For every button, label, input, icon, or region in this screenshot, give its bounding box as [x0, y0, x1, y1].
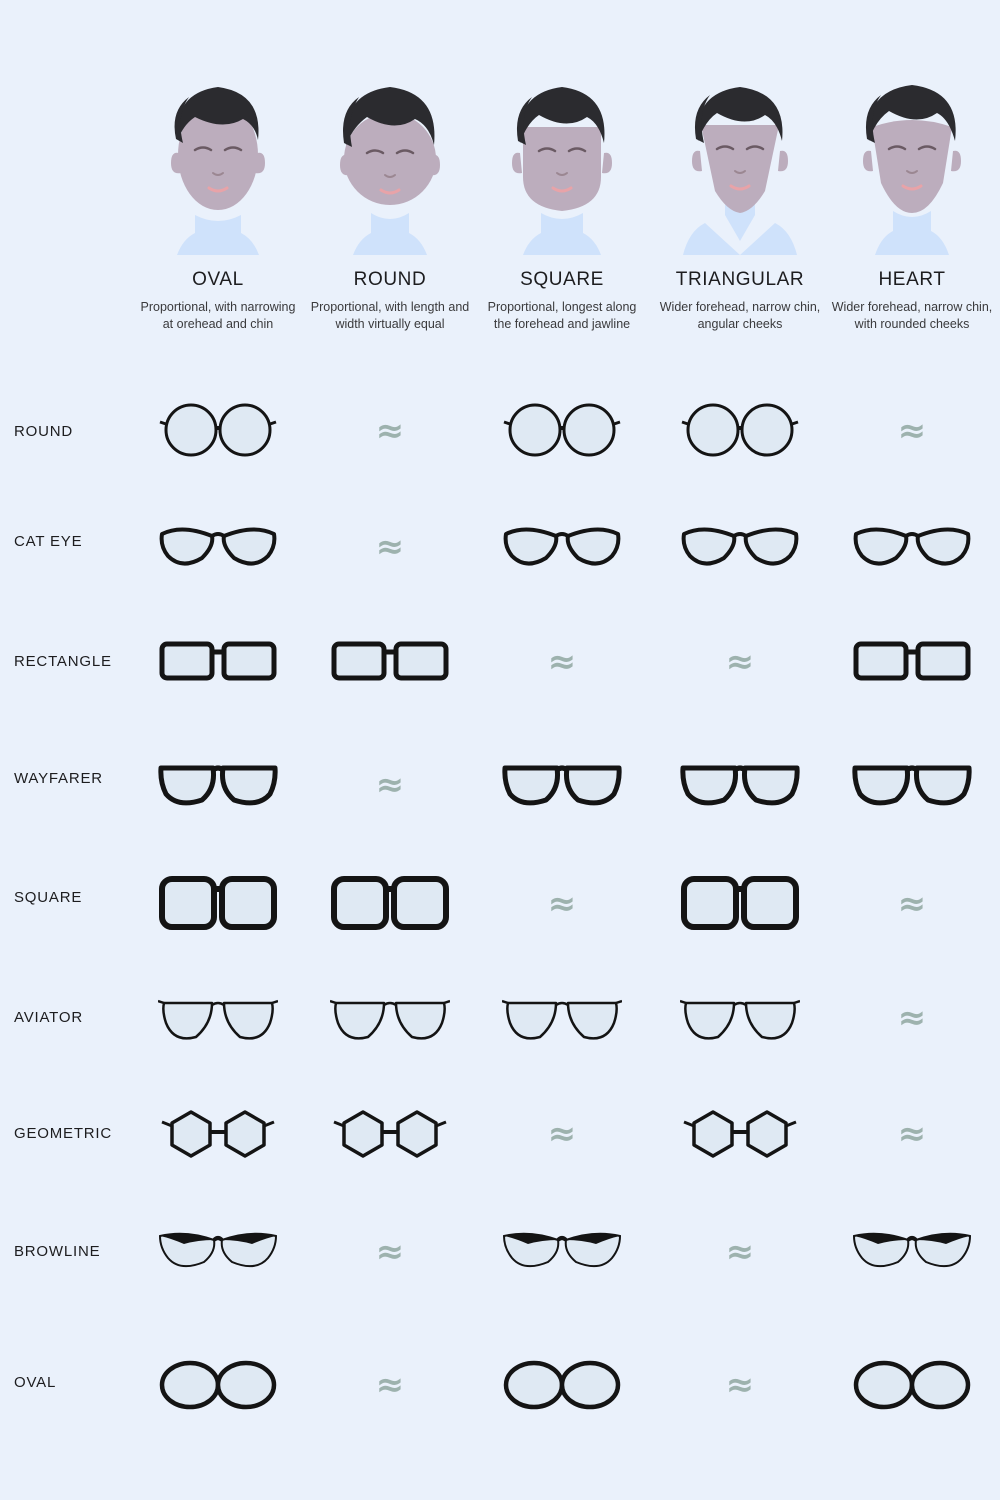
glasses-round-triangular [650, 376, 830, 486]
face-title-round: ROUND [353, 269, 427, 290]
glasses-square-oval [128, 849, 308, 959]
no-match-icon: ≈ [375, 1365, 405, 1405]
face-column-square [472, 55, 652, 333]
glasses-browline-heart [822, 1197, 1000, 1307]
row-label-browline: BROWLINE [14, 1243, 101, 1260]
glasses-wayfarer-oval [128, 730, 308, 840]
face-illustration-oval [143, 55, 293, 255]
row-label-wayfarer: WAYFARER [14, 770, 103, 787]
row-label-aviator: AVIATOR [14, 1009, 83, 1026]
no-match-browline-round [300, 1197, 480, 1307]
no-match-icon: ≈ [547, 884, 577, 924]
glasses-rectangle-heart [822, 607, 1000, 717]
glasses-oval-oval [128, 1330, 308, 1440]
no-match-icon: ≈ [547, 642, 577, 682]
glasses-round-oval [128, 376, 308, 486]
glasses-aviator-triangular [650, 963, 830, 1073]
glasses-cat-eye-square [472, 492, 652, 602]
face-column-oval [128, 55, 308, 333]
glasses-aviator-oval [128, 963, 308, 1073]
no-match-icon: ≈ [725, 1365, 755, 1405]
no-match-cat-eye-round [300, 492, 480, 602]
no-match-geometric-heart [822, 1079, 1000, 1189]
face-desc-round: Proportional, with length and width virtually equal [310, 300, 470, 331]
glasses-cat-eye-heart [822, 492, 1000, 602]
no-match-round-round [300, 376, 480, 486]
glasses-geometric-round [300, 1079, 480, 1189]
glasses-wayfarer-square [472, 730, 652, 840]
face-illustration-square [487, 55, 637, 255]
no-match-rectangle-triangular [650, 607, 830, 717]
face-column-triangular [650, 55, 830, 333]
glasses-rectangle-oval [128, 607, 308, 717]
glasses-cat-eye-triangular [650, 492, 830, 602]
face-desc-heart: Wider forehead, narrow chin, with rounded cheeks [831, 300, 993, 331]
glasses-aviator-round [300, 963, 480, 1073]
face-desc-oval: Proportional, with narrowing at orehead and chin [140, 300, 296, 331]
face-desc-square: Proportional, longest along the forehead and jawline [487, 300, 637, 331]
face-title-oval: OVAL [192, 269, 244, 290]
no-match-icon: ≈ [897, 998, 927, 1038]
row-label-cat-eye: CAT EYE [14, 533, 83, 550]
no-match-icon: ≈ [725, 642, 755, 682]
row-label-round: ROUND [14, 423, 73, 440]
no-match-round-heart [822, 376, 1000, 486]
row-label-oval: OVAL [14, 1374, 57, 1391]
face-column-heart [822, 55, 1000, 333]
no-match-icon: ≈ [897, 884, 927, 924]
glasses-geometric-triangular [650, 1079, 830, 1189]
glasses-square-triangular [650, 849, 830, 959]
no-match-icon: ≈ [725, 1232, 755, 1272]
no-match-icon: ≈ [375, 527, 405, 567]
face-illustration-round [315, 55, 465, 255]
no-match-icon: ≈ [547, 1114, 577, 1154]
glasses-browline-square [472, 1197, 652, 1307]
no-match-aviator-heart [822, 963, 1000, 1073]
no-match-oval-triangular [650, 1330, 830, 1440]
face-illustration-heart [837, 55, 987, 255]
face-desc-triangular: Wider forehead, narrow chin, angular cheeks [659, 300, 821, 331]
no-match-icon: ≈ [375, 411, 405, 451]
glasses-cat-eye-oval [128, 492, 308, 602]
row-label-geometric: GEOMETRIC [14, 1125, 113, 1142]
face-header-row [0, 0, 1000, 370]
row-label-square: SQUARE [14, 889, 83, 906]
no-match-icon: ≈ [897, 411, 927, 451]
no-match-wayfarer-round [300, 730, 480, 840]
no-match-icon: ≈ [375, 1232, 405, 1272]
face-title-triangular: TRIANGULAR [675, 269, 805, 290]
glasses-browline-oval [128, 1197, 308, 1307]
row-label-rectangle: RECTANGLE [14, 653, 112, 670]
face-illustration-triangular [665, 55, 815, 255]
glasses-geometric-oval [128, 1079, 308, 1189]
no-match-rectangle-square [472, 607, 652, 717]
glasses-rectangle-round [300, 607, 480, 717]
no-match-browline-triangular [650, 1197, 830, 1307]
glasses-wayfarer-heart [822, 730, 1000, 840]
no-match-oval-round [300, 1330, 480, 1440]
glasses-oval-square [472, 1330, 652, 1440]
glasses-round-square [472, 376, 652, 486]
face-title-square: SQUARE [520, 269, 604, 290]
glasses-aviator-square [472, 963, 652, 1073]
no-match-geometric-square [472, 1079, 652, 1189]
glasses-square-round [300, 849, 480, 959]
face-column-round [300, 55, 480, 333]
no-match-icon: ≈ [897, 1114, 927, 1154]
no-match-square-square [472, 849, 652, 959]
glasses-wayfarer-triangular [650, 730, 830, 840]
face-title-heart: HEART [878, 269, 946, 290]
glasses-oval-heart [822, 1330, 1000, 1440]
no-match-icon: ≈ [375, 765, 405, 805]
no-match-square-heart [822, 849, 1000, 959]
